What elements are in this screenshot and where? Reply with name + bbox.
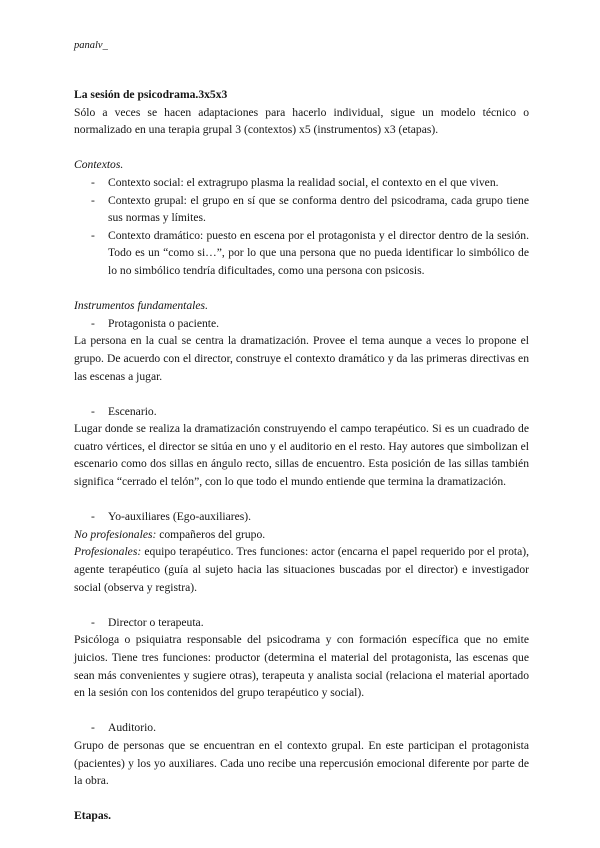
intro-paragraph: Sólo a veces se hacen adaptaciones para hacerlo individual, sigue un modelo técnico o normalizado en una terapia grupal 3 (contextos) x5 (instrumentos) x3 (etapas). — [74, 105, 529, 137]
no-profesionales-paragraph — [74, 526, 529, 544]
list-item: - Contexto grupal: el grupo en sí que se conforma dentro del psicodrama, cada grupo tiene sus normas y límites. — [74, 192, 529, 227]
protagonista-paragraph: La persona en la cual se centra la dramatización. Provee el tema aunque a veces lo propone el grupo. De acuerdo con el director, construye el contexto dramático y da las primeras directivas en las escenas a jugar. — [74, 334, 529, 383]
section-heading-contextos: Contextos. — [74, 158, 124, 172]
list-item: - Contexto social: el extragrupo plasma la realidad social, el contexto en el que viven. — [74, 174, 529, 192]
escenario-paragraph: Lugar donde se realiza la dramatización construyendo el campo terapéutico. Si es un cuadrado de cuatro vértices, el director se sitúa en uno y el auditorio en el resto. Hay autores que simbolizan el escenario como dos sillas en ángulo recto, sillas de encuentro. Esta posición de las sillas también significa “cerrado el telón”, con lo que todo el mundo entiende que termina la dramatización. — [74, 422, 529, 489]
page-header-author: panalv_ — [74, 40, 108, 51]
section-heading-etapas: Etapas. — [74, 809, 112, 823]
director-paragraph: Psicóloga o psiquiatra responsable del psicodrama y con formación específica que no emite juicios. Tiene tres funciones: productor (determina el material del protagonista, las escenas que sean más convenientes y sugiere otras), terapeuta y analista social (relaciona el material aportado en la sesión con los contenidos del grupo terapéutico y social). — [74, 633, 529, 700]
instrument-escenario: - Escenario. — [74, 403, 529, 421]
instrument-yo-auxiliares: - Yo-auxiliares (Ego-auxiliares). — [74, 508, 529, 526]
contextos-list — [74, 174, 529, 280]
no-profesionales-label: No profesionales: — [74, 527, 157, 541]
instrument-auditorio: - Auditorio. — [74, 719, 529, 737]
document-body — [74, 86, 529, 825]
instrument-protagonista: - Protagonista o paciente. — [74, 315, 529, 333]
profesionales-text: equipo terapéutico. Tres funciones: actor (encarna el papel requerido por el prota), agente terapéutico (guía al sujeto hacia las situaciones buscadas por el director) e investigador social (observa y registra). — [74, 545, 529, 594]
no-profesionales-text: compañeros del grupo. — [156, 527, 266, 541]
document-title: La sesión de psicodrama.3x5x3 — [74, 88, 228, 101]
profesionales-label: Profesionales: — [74, 545, 142, 559]
list-item: - Contexto dramático: puesto en escena por el protagonista y el director dentro de la sesión. Todo es un “como si…”, por lo que una persona que no pueda identificar lo simbólico de lo no simbólico tendría dificultades, como una persona con psicosis. — [74, 227, 529, 280]
instrument-director: - Director o terapeuta. — [74, 614, 529, 632]
profesionales-paragraph — [74, 543, 529, 596]
section-heading-instrumentos: Instrumentos fundamentales. — [74, 299, 208, 313]
auditorio-paragraph: Grupo de personas que se encuentran en el contexto grupal. En este participan el protagonista (pacientes) y los yo auxiliares. Cada uno recibe una repercusión emocional diferente por parte de la obra. — [74, 738, 529, 788]
